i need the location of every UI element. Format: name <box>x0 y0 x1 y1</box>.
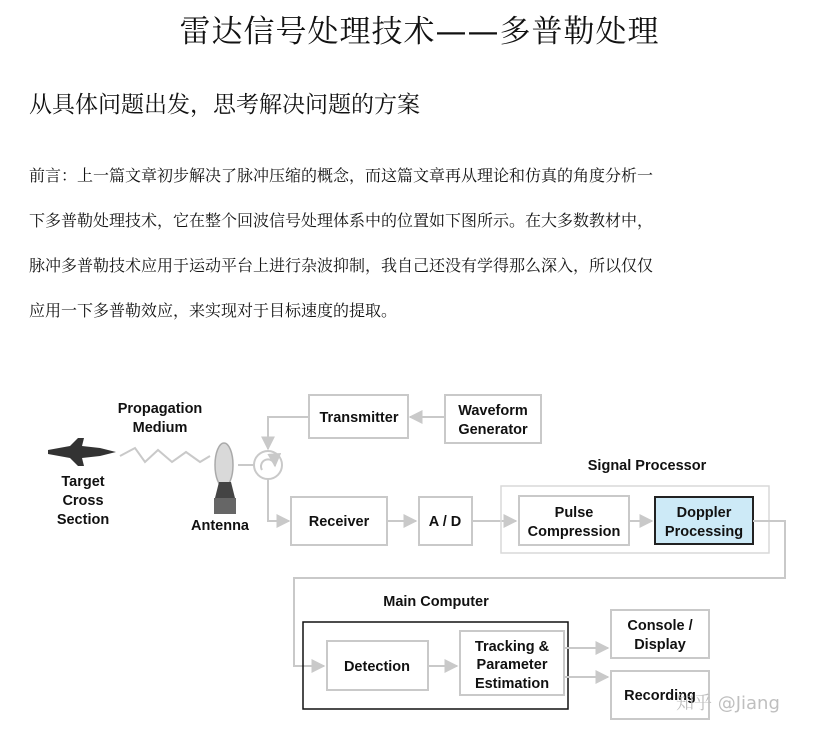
console-label-1: Console / <box>627 618 693 634</box>
transmitter-label: Transmitter <box>319 410 399 426</box>
paragraph-line: 应用一下多普勒效应，来实现对于目标速度的提取。 <box>29 301 398 320</box>
circulator-icon <box>254 451 282 479</box>
ad-label: A / D <box>428 514 462 530</box>
paragraph-line: 前言：上一篇文章初步解决了脉冲压缩的概念，而这篇文章再从理论和仿真的角度分析一 <box>29 166 654 185</box>
tracking-label-1: Tracking & <box>474 639 550 655</box>
target-label-1: Target <box>61 474 105 490</box>
propagation-wave <box>120 448 210 462</box>
paragraph-line: 脉冲多普勒技术应用于运动平台上进行杂波抑制，我自己还没有学得那么深入，所以仅仅 <box>29 256 654 275</box>
pulse-label-1: Pulse <box>554 505 594 521</box>
pulse-label-2: Compression <box>527 524 621 540</box>
doppler-label-2: Processing <box>664 524 744 540</box>
recording-label: Recording <box>624 688 696 704</box>
signal-processor-label: Signal Processor <box>587 458 707 474</box>
receiver-label: Receiver <box>308 514 370 530</box>
tracking-label-3: Estimation <box>474 676 550 692</box>
watermark: 知乎 @Jiang <box>676 693 780 714</box>
antenna-label: Antenna <box>191 518 249 534</box>
article-title: 雷达信号处理技术——多普勒处理 <box>179 14 660 50</box>
antenna-icon <box>214 443 236 514</box>
propagation-label-1: Propagation <box>117 401 203 417</box>
detection-label: Detection <box>343 659 411 675</box>
article-subtitle: 从具体问题出发，思考解决问题的方案 <box>29 92 420 118</box>
console-label-2: Display <box>634 637 686 653</box>
paragraph-line: 下多普勒处理技术，它在整个回波信号处理体系中的位置如下图所示。在大多数教材中， <box>29 211 654 230</box>
waveform-label-2: Generator <box>458 422 528 438</box>
waveform-label-1: Waveform <box>458 403 528 419</box>
tracking-label-2: Parameter <box>476 657 548 673</box>
target-label-2: Cross <box>62 493 104 509</box>
jet-icon <box>48 438 116 466</box>
target-label-3: Section <box>56 512 110 528</box>
main-computer-label: Main Computer <box>383 594 489 610</box>
doppler-label-1: Doppler <box>676 505 732 521</box>
propagation-label-2: Medium <box>132 420 188 436</box>
